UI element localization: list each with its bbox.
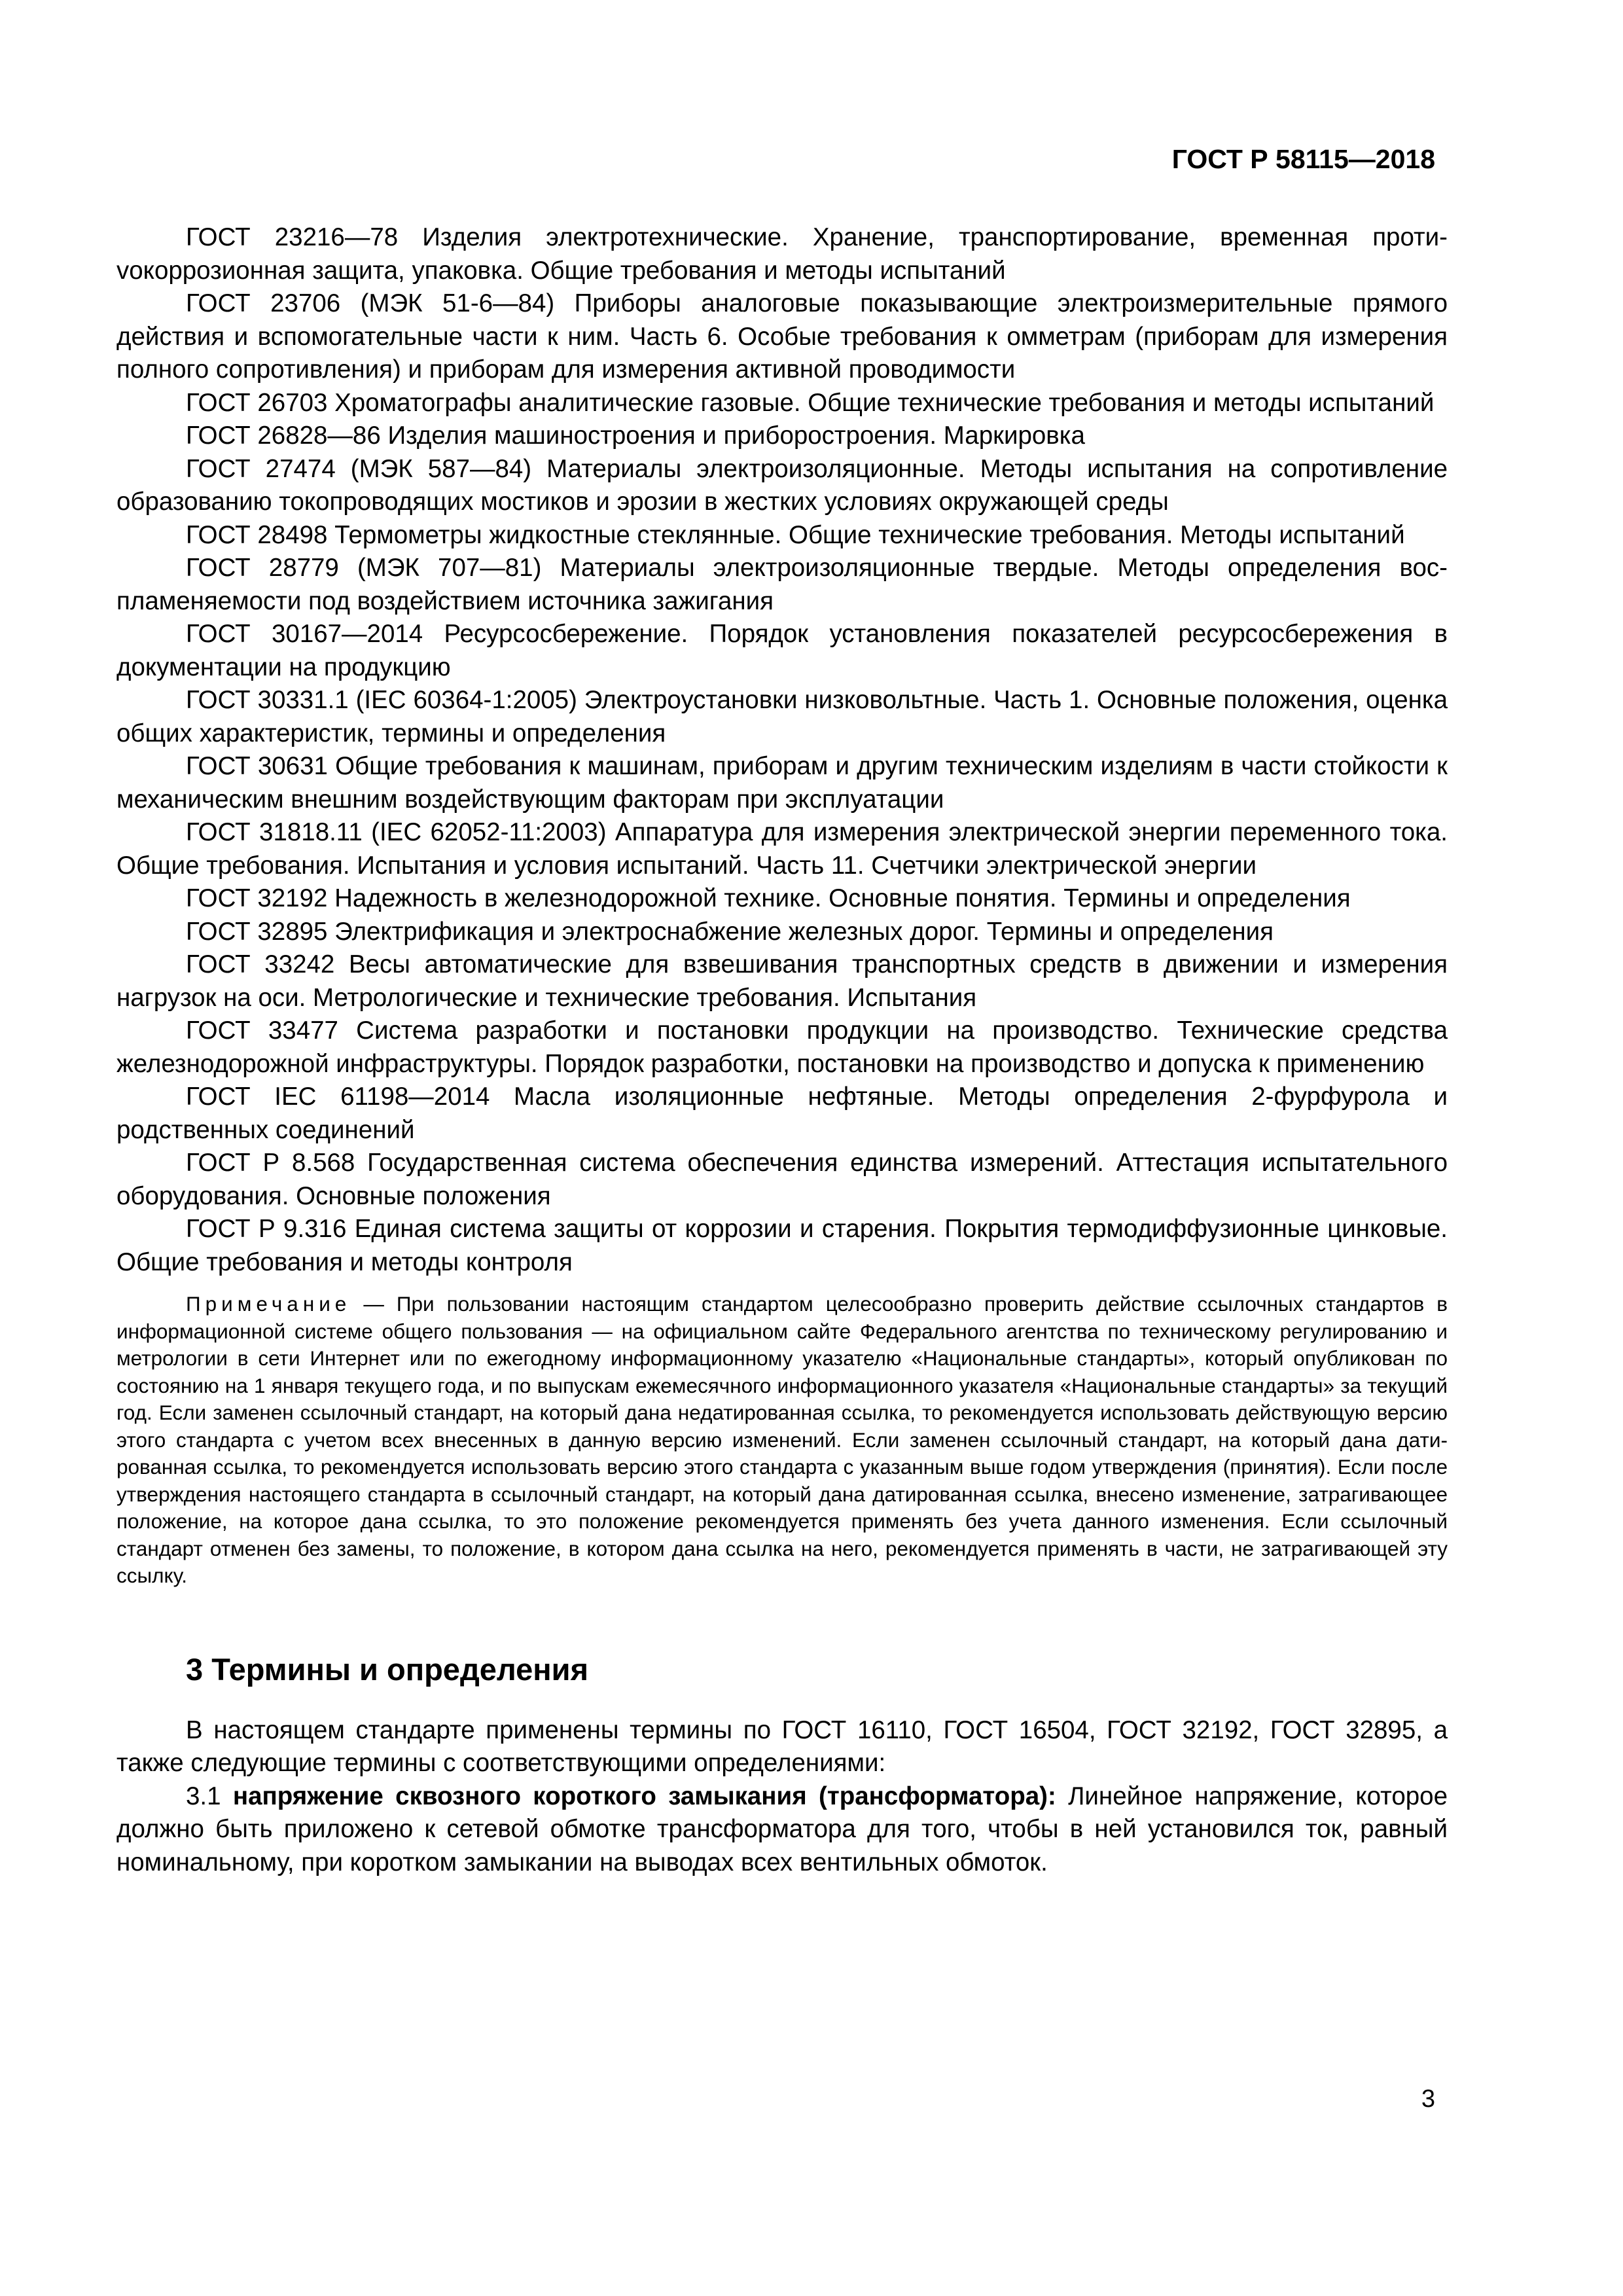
section-heading: 3 Термины и определения (186, 1651, 588, 1687)
reference-item: ГОСТ 23706 (МЭК 51-6—84) Приборы аналоговые показывающие электроизмерительные прямого действия и вспомогательные части к ним. Часть 6. Особые требования к омметрам (приборам для измерения полного сопротивления) и приборам для измерения активной проводимости (116, 289, 1448, 384)
reference-item: ГОСТ 23216—78 Изделия электротехнические. Хранение, транспортирование, временная протиvокоррозионная защита, упаковка. Общие требования и методы испытаний (116, 223, 1448, 285)
reference-item: ГОСТ 32192 Надежность в железнодорожной технике. Основные понятия. Термины и определения (186, 884, 1351, 912)
normative-references-list (116, 221, 1448, 1279)
reference-item: ГОСТ 33242 Весы автоматические для взвешивания транспортных средств в движении и измерения нагрузок на оси. Метрологические и технические требования. Испытания (116, 950, 1448, 1012)
note-paragraph (116, 1291, 1448, 1590)
reference-item: ГОСТ 33477 Система разработки и постановки продукции на производство. Технические средства железнодорожной инфраструктуры. Порядок разработки, постановки на производство и допуска к применению (116, 1016, 1448, 1078)
section-intro: В настоящем стандарте применены термины по ГОСТ 16110, ГОСТ 16504, ГОСТ 32192, ГОСТ 32895, а также следующие термины с соответствующими определениями: (116, 1715, 1448, 1777)
document-code: ГОСТ Р 58115—2018 (1171, 144, 1435, 174)
reference-item: ГОСТ 32895 Электрификация и электроснабжение железных дорог. Термины и определения (186, 917, 1274, 946)
reference-item: ГОСТ 30631 Общие требования к машинам, приборам и другим техническим изделиям в части стойкости к механическим внешним воздействующим факторам при эксплуатации (116, 752, 1448, 814)
reference-item: ГОСТ 26828—86 Изделия машиностроения и приборостроения. Маркировка (186, 422, 1085, 450)
reference-item: ГОСТ 27474 (МЭК 587—84) Материалы электроизоляционные. Методы испытания на сопротивление образованию токопроводящих мостиков и эрозии в жестких условиях окружающей среды (116, 454, 1448, 516)
term-number: 3.1 (186, 1782, 233, 1810)
note-label: Примечание (186, 1292, 351, 1316)
reference-item: ГОСТ Р 8.568 Государственная система обеспечения единства измерений. Аттестация испытательного оборудования. Основные положения (116, 1149, 1448, 1210)
page-number: 3 (1421, 2085, 1435, 2113)
term-name: напряжение сквозного короткого замыкания (трансформатора): (232, 1782, 1056, 1810)
term-definition-text: Линейное напряжение, которое должно быть приложено к сетевой обмотке трансформатора для того, чтобы в ней установился ток, равный номинальному, при коротком замыкании на выводах всех вентильных обмоток. (116, 1782, 1448, 1876)
reference-item: ГОСТ 30331.1 (IEC 60364-1:2005) Электроустановки низковольтные. Часть 1. Основные положения, оценка общих характеристик, термины и определения (116, 686, 1448, 747)
note-text: — При пользовании настоящим стандартом целесообразно проверить действие ссылочных стандартов в информационной системе общего пользования — на официальном сайте Федерального агентства по техническому регулированию и метрологии в сети Интернет или по ежегодному информационному указателю «Национальные стандарты», который опубликован по состоянию на 1 января текущего года, и по выпускам ежемесячного информационного указателя «Национальные стандарты» за текущий год. Если заменен ссылочный стандарт, на который дана недатированная ссылка, то рекомендуется использовать действующую версию этого стандарта с учетом всех внесенных в данную версию изменений. Если заменен ссылочный стандарт, на который дана датированная ссылка, то рекомендуется использовать версию этого стандарта с указанным выше годом утверждения (принятия). Если после утверждения настоящего стандарта в ссылочный стандарт, на который дана датированная ссылка, внесено изменение, затрагивающее положение, на которое дана ссылка, то это положение рекомендуется применять без учета данного изменения. Если ссылочный стандарт отменен без замены, то положение, в котором дана ссылка на него, рекомендуется применять в части, не затрагивающей эту ссылку. (116, 1292, 1448, 1587)
page-body (116, 221, 1448, 1879)
reference-item: ГОСТ 28779 (МЭК 707—81) Материалы электроизоляционные твердые. Методы определения воспламеняемости под воздействием источника зажигания (116, 554, 1448, 615)
reference-item: ГОСТ IEC 61198—2014 Масла изоляционные нефтяные. Методы определения 2-фурфурола и родственных соединений (116, 1083, 1448, 1144)
reference-item: ГОСТ Р 9.316 Единая система защиты от коррозии и старения. Покрытия термодиффузионные цинковые. Общие требования и методы контроля (116, 1215, 1448, 1276)
term-definition (116, 1780, 1448, 1880)
reference-item: ГОСТ 31818.11 (IEC 62052-11:2003) Аппаратура для измерения электрической энергии переменного тока. Общие требования. Испытания и условия испытаний. Часть 11. Счетчики электрической энергии (116, 818, 1448, 880)
reference-item: ГОСТ 28498 Термометры жидкостные стеклянные. Общие технические требования. Методы испытаний (186, 520, 1405, 549)
reference-item: ГОСТ 30167—2014 Ресурсосбережение. Порядок установления показателей ресурсосбережения в документации на продукцию (116, 620, 1448, 681)
reference-item: ГОСТ 26703 Хроматографы аналитические газовые. Общие технические требования и методы испытаний (186, 388, 1435, 417)
